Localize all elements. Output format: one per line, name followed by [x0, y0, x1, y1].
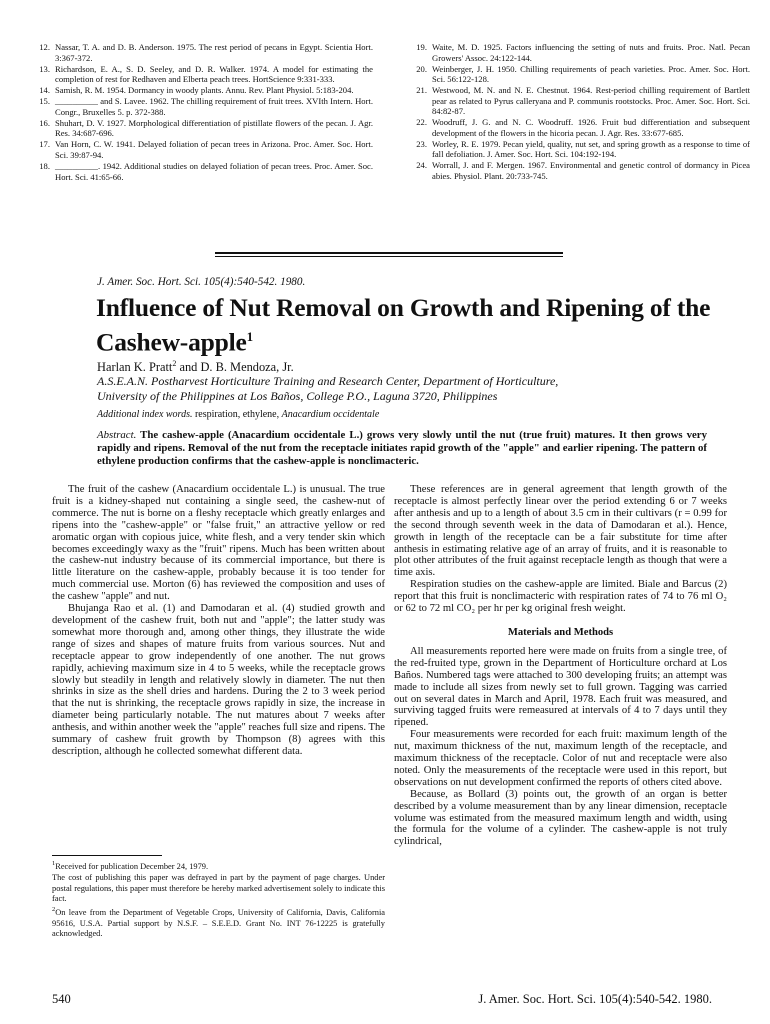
article-title: [96, 293, 716, 357]
reference-text: __________ and S. Lavee. 1962. The chilling requirement of fruit trees. XVIth Intern. Hort. Congr., Bruxelles 5. p. 372-388.: [55, 96, 373, 117]
reference-item: [407, 139, 750, 160]
footnote-text: On leave from the Department of Vegetable Crops, University of California, Davis, California 95616, U.S.A. Partial support by N.S.F. – S.E.E.D. Grant No. INT 76-12225 is gratefully acknowledged.: [52, 908, 385, 939]
reference-text: Woodruff, J. G. and N. C. Woodruff. 1926. Fruit bud differentiation and subsequent development of the flowers in the hicoria pecan. J. Agr. Res. 33:677-685.: [432, 117, 750, 138]
additional-index-words: [97, 409, 379, 420]
reference-item: [407, 64, 750, 85]
reference-item: [30, 85, 373, 96]
reference-item: [30, 42, 373, 63]
section-divider-thin: [215, 256, 563, 257]
body-paragraph: All measurements reported here were made on fruits from a single tree, of the red-fruited type, grown in the Department of Horticulture orchard at Los Baños. Numbered tags were attached to 300 developing fruits; an attempt was made to include all sizes from newly set to full grown. Tagging was carried out on several dates in March and April, 1978. Each fruit was measured, and surviving tagged fruits were remeasured at intervals of 4 to 7 days until they ripened.: [394, 645, 727, 729]
reference-item: [407, 160, 750, 181]
reference-column-left: [30, 42, 373, 183]
reference-number: 17.: [39, 139, 50, 150]
section-heading: Materials and Methods: [507, 626, 614, 638]
reference-item: [407, 42, 750, 63]
footnotes: [52, 859, 385, 940]
reference-number: 19.: [416, 42, 427, 52]
reference-number: 20.: [416, 63, 427, 74]
reference-item: [30, 139, 373, 160]
reference-number: 12.: [39, 42, 50, 52]
reference-text: Worrall, J. and F. Mergen. 1967. Environmental and genetic control of dormancy in Picea abies. Physiol. Plant. 20:733-745.: [432, 160, 750, 181]
footnote-text: Received for publication December 24, 1979.: [55, 861, 209, 871]
title-footnote-marker: 1: [246, 329, 253, 344]
body-paragraph: The fruit of the cashew (Anacardium occidentale L.) is unusual. The true fruit is a kidney-shaped nut containing a single seed, the cashew-nut of commerce. The nut is borne on a fleshy receptacle which greatly enlarges and ripens into the "cashew-apple" or "false fruit," an attractive yellow or red aromatic organ with copious juice, white flesh, and a very tender skin which becomes exceedingly waxy as the "fruit" ripens. Much has been written about the cashew-nut industry because of its commercial importance, but there is little literature on the cashew-apple, probably because it is too tender for much commercial use. Morton (6) has reviewed the composition and uses of the cashew "apple" and nut.: [52, 484, 385, 603]
reference-number: 21.: [416, 85, 427, 96]
reference-text: Worley, R. E. 1979. Pecan yield, quality, nut set, and spring growth as a response to time of fall defoliation. J. Amer. Soc. Hort. Sci. 104:192-194.: [432, 138, 750, 160]
reference-column-right: [407, 42, 750, 183]
footnote: [52, 859, 385, 872]
body-paragraph: These references are in general agreement that length growth of the receptacle is almost perfectly linear over the period extending 6 or 7 weeks after anthesis and up to a length of about 3.5 cm in their cultivars (r = 0.99 for the second through seventh week in the data of Damodaran et al.). Hence, growth in length of the receptacle can be a fair substitute for time after anthesis in estimating relative age of an array of fruits, and it is reasonable to plot other attributes of the fruit against receptacle length as though that were a time axis.: [394, 484, 727, 579]
author-footnote-marker: 2: [172, 359, 177, 368]
reference-number: 24.: [416, 160, 427, 171]
reference-number: 14.: [39, 85, 50, 96]
affiliation-line: A.S.E.A.N. Postharvest Horticulture Training and Research Center, Department of Horticulture,: [97, 374, 559, 388]
body-paragraph: Respiration studies on the cashew-apple are limited. Biale and Barcus (2) report that this fruit is nonclimacteric with respiration rates of 74 to 76 ml O₂ or 62 to 72 ml CO₂ per hr per kg original fresh weight.: [394, 579, 727, 615]
reference-text: Van Horn, C. W. 1941. Delayed foliation of pecan trees in Arizona. Proc. Amer. Soc. Hort. Sci. 39:87-94.: [55, 139, 373, 160]
reference-item: [30, 96, 373, 117]
section-divider: [215, 252, 563, 254]
index-words: respiration, ethylene,: [192, 409, 282, 420]
article-abstract: [97, 429, 707, 467]
body-paragraph: Bhujanga Rao et al. (1) and Damodaran et al. (4) studied growth and development of the cashew fruit, both nut and "apple"; the latter study was somewhat more thorough and, among other things, they illustrate the wide range of sizes and shapes of mature fruits from various sources. Nut and receptacle appear to grow independently of one another. The nut grows rapidly, achieving maximum size in 4 to 5 weeks, while the receptacle grows slowly but steadily in length and relatively slowly in diameter. The nut then shrinks in size as the shell dries and hardens. During the 2 to 3 week period that the nut is shrinking, the receptacle grows rapidly in size, the increase in diameter being particularly notable. The nut matures about 7 weeks after anthesis, and within another week the "apple" reaches full size and ripens. The summary of cashew fruit growth by Thompson (8) agrees with this description, although he collected somewhat different data.: [52, 603, 385, 757]
footnote-marker: 2: [52, 906, 56, 914]
body-column-right: [394, 484, 727, 848]
article-authors: [97, 359, 294, 375]
footnote-marker: 1: [52, 860, 56, 867]
body-paragraph: Because, as Bollard (3) points out, the growth of an organ is better described by a volume measurement than by any linear dimension, receptacle volume was estimated from the measured maximum length and width, using the formula for the volume of a cylinder. The cashew-apple is not truly cylindrical,: [394, 788, 727, 848]
reference-text: Nassar, T. A. and D. B. Anderson. 1975. The rest period of pecans in Egypt. Scientia Hort. 3:367-372.: [55, 42, 373, 63]
footnote-divider: [52, 855, 162, 856]
affiliation-line: University of the Philippines at Los Baños, College P.O., Laguna 3720, Philippines: [97, 389, 498, 403]
reference-text: Waite, M. D. 1925. Factors influencing the setting of nuts and fruits. Proc. Natl. Pecan Growers' Assoc. 24:122-144.: [432, 42, 750, 63]
body-column-left: [52, 484, 385, 758]
reference-text: Westwood, M. N. and N. E. Chestnut. 1964. Rest-period chilling requirement of Bartlett pear as related to Pyrus calleryana and P. communis rootstocks. Proc. Amer. Soc. Hort. Sci. 84:82-87.: [432, 85, 750, 117]
article-title-text: Influence of Nut Removal on Growth and Ripening of the Cashew-apple: [96, 293, 711, 357]
reference-text: Richardson, E. A., S. D. Seeley, and D. R. Walker. 1974. A model for estimating the completion of rest for Redhaven and Elberta peach trees. HortScience 9:331-333.: [55, 63, 373, 85]
author-secondary: and D. B. Mendoza, Jr.: [176, 360, 294, 375]
reference-number: 13.: [39, 63, 50, 74]
author-primary: Harlan K. Pratt: [97, 360, 173, 375]
reference-list: [30, 42, 750, 183]
body-paragraph: Four measurements were recorded for each fruit: maximum length of the nut, maximum thickness of the nut, maximum length of the receptacle, and maximum thickness of the receptacle. Color of nut and receptacle were also noted. Only the measurements of the receptacle were used in this report, but observations on nut development confirmed the reports of others cited above.: [394, 729, 727, 788]
reference-item: [30, 64, 373, 85]
footer-journal-citation: J. Amer. Soc. Hort. Sci. 105(4):540-542. 1980.: [478, 992, 712, 1006]
reference-text: __________. 1942. Additional studies on delayed foliation of pecan trees. Proc. Amer. Soc. Hort. Sci. 41:65-66.: [55, 161, 373, 182]
reference-number: 23.: [416, 138, 427, 149]
reference-number: 16.: [39, 117, 50, 128]
reference-item: [30, 118, 373, 139]
author-affiliation: [97, 374, 717, 404]
page-number: 540: [52, 992, 71, 1006]
reference-text: Samish, R. M. 1954. Dormancy in woody plants. Annu. Rev. Plant Physiol. 5:183-204.: [55, 85, 354, 96]
abstract-label: Abstract.: [97, 429, 137, 441]
reference-number: 18.: [39, 161, 50, 172]
reference-item: [407, 85, 750, 117]
article-citation: J. Amer. Soc. Hort. Sci. 105(4):540-542. 1980.: [97, 276, 306, 288]
reference-number: 15.: [39, 96, 50, 107]
reference-text: Weinberger, J. H. 1950. Chilling requirements of peach varieties. Proc. Amer. Soc. Hort. Sci. 56:122-128.: [432, 63, 750, 85]
abstract-text: The cashew-apple (Anacardium occidentale L.) grows very slowly until the nut (true fruit) matures. It then grows very rapidly and ripens. Removal of the nut from the receptacle initiates rapid growth of the "apple" and earlier ripening. The pattern of ethylene production confirms that the cashew-apple is nonclimacteric.: [97, 429, 707, 467]
footnote: [52, 905, 385, 939]
reference-item: [30, 161, 373, 182]
footnote-cost: The cost of publishing this paper was defrayed in part by the payment of page charges. Under postal regulations, this paper must therefore be hereby marked advertisement solely to indicate this fact.: [52, 873, 385, 904]
reference-item: [407, 117, 750, 138]
index-species: Anacardium occidentale: [281, 409, 380, 420]
index-words-label: Additional index words.: [97, 409, 193, 420]
reference-number: 22.: [416, 117, 427, 128]
reference-text: Shuhart, D. V. 1927. Morphological differentiation of pistillate flowers of the pecan. J. Agr. Res. 34:687-696.: [55, 117, 373, 139]
